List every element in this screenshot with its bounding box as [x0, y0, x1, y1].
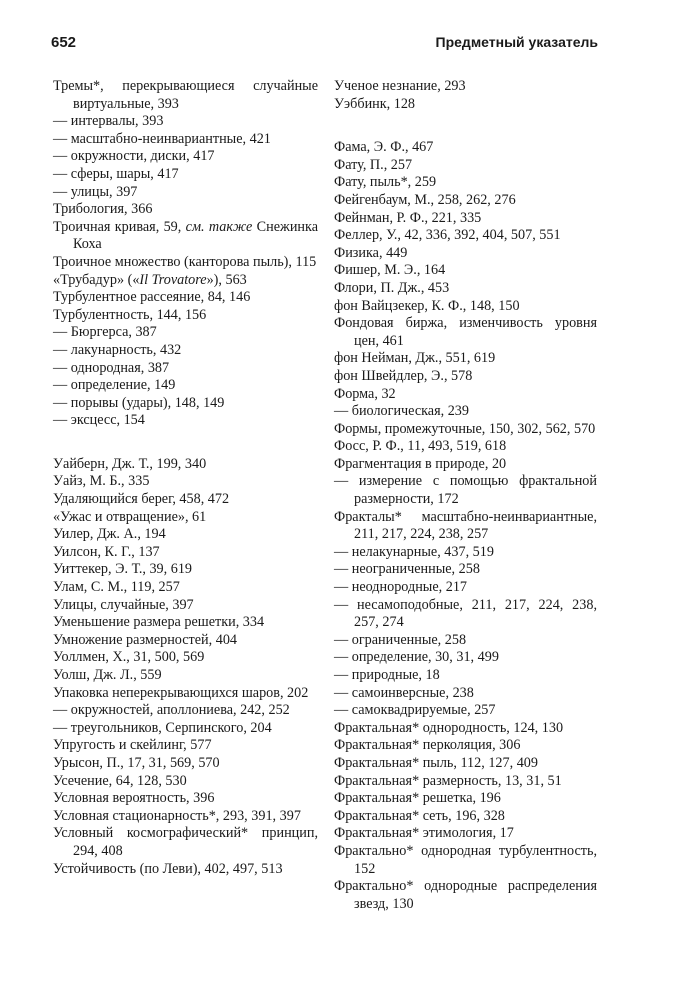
index-entry: Устойчивость (по Леви), 402, 497, 513	[53, 860, 283, 877]
index-entry: Упаковка неперекрывающихся шаров, 202	[53, 684, 309, 701]
page-number: 652	[51, 34, 77, 51]
index-entry: Фату, П., 257	[334, 156, 413, 173]
index-subentry: — неоднородные, 217	[334, 579, 468, 596]
index-entry: Фрактальная* однородность, 124, 130	[334, 719, 564, 736]
letter-group-gap	[334, 113, 597, 139]
index-subentry: — неограниченные, 258	[334, 561, 480, 578]
index-subentry: — нелакунарные, 437, 519	[334, 543, 494, 560]
index-entry: Фама, Э. Ф., 467	[334, 139, 434, 156]
index-subentry: — Бюргерса, 387	[53, 324, 157, 341]
index-entry: фон Нейман, Дж., 551, 619	[334, 350, 496, 367]
index-entry: Фрактальная* сеть, 196, 328	[334, 807, 505, 824]
entry-text: «Трубадур» («	[53, 271, 140, 288]
index-entry: Фишер, М. Э., 164	[334, 262, 446, 279]
index-subentry: — определение, 30, 31, 499	[334, 649, 499, 666]
index-subentry: — однородная, 387	[53, 359, 170, 376]
index-entry: Уайберн, Дж. Т., 199, 340	[53, 455, 207, 472]
index-subentry: — сферы, шары, 417	[53, 165, 179, 182]
index-entry: Условная вероятность, 396	[53, 790, 215, 807]
index-entry: Уэббинк, 128	[334, 95, 416, 112]
index-entry: Формы, промежуточные, 150, 302, 562, 570	[334, 420, 596, 437]
index-entry: Фракталы* масштабно-неинвариантные, 211, 217, 224, 238, 257	[334, 508, 597, 543]
index-entry: Фрактальная* этимология, 17	[334, 825, 514, 842]
index-entry: Турбулентность, 144, 156	[53, 306, 207, 323]
index-column-left	[53, 78, 318, 878]
index-subentry: — окружности, диски, 417	[53, 148, 215, 165]
index-entry: Ученое незнание, 293	[334, 78, 466, 94]
index-entry: Условная стационарность*, 293, 391, 397	[53, 807, 301, 824]
index-entry: Уиттекер, Э. Т., 39, 619	[53, 561, 193, 578]
index-subentry: — интервалы, 393	[53, 113, 164, 130]
index-entry: фон Швейдлер, Э., 578	[334, 367, 473, 384]
index-entry: Уилер, Дж. А., 194	[53, 526, 166, 543]
index-subentry: — эксцесс, 154	[53, 412, 145, 429]
index-entry: Урысон, П., 17, 31, 569, 570	[53, 754, 220, 771]
index-entry: Форма, 32	[334, 385, 396, 402]
index-subentry: — улицы, 397	[53, 183, 138, 200]
index-entry: фон Вайцзекер, К. Ф., 148, 150	[334, 297, 520, 314]
entry-text: Снежинка Коха	[73, 218, 318, 253]
index-subentry: — природные, 18	[334, 667, 440, 683]
entry-text: »), 563	[206, 271, 247, 288]
index-entry	[53, 219, 318, 254]
index-entry: Турбулентное рассеяние, 84, 146	[53, 289, 251, 306]
index-entry: Фейгенбаум, М., 258, 262, 276	[334, 191, 516, 208]
index-entry: Усечение, 64, 128, 530	[53, 772, 187, 789]
italic-title: Il Trovatore	[139, 271, 207, 288]
letter-group-gap	[53, 430, 318, 456]
index-entry: Упругость и скейлинг, 577	[53, 737, 212, 754]
index-entry: Фрактально* однородная турбулентность, 152	[334, 842, 597, 877]
index-entry: Фрактальная* размерность, 13, 31, 51	[334, 772, 562, 789]
page-header	[51, 34, 598, 56]
index-entry: Удаляющийся берег, 458, 472	[53, 491, 230, 508]
index-entry: Фрактальная* решетка, 196	[334, 790, 501, 807]
index-entry: Фрактальная* пыль, 112, 127, 409	[334, 754, 538, 771]
index-entry: «Ужас и отвращение», 61	[53, 508, 207, 525]
index-entry: Фрактальная* перколяция, 306	[334, 737, 521, 754]
index-entry: Уилсон, К. Г., 137	[53, 543, 160, 560]
index-entry: Умножение размерностей, 404	[53, 631, 238, 648]
index-subentry: — несамоподобные, 211, 217, 224, 238, 257, 274	[334, 596, 597, 631]
index-entry: Условный космографический* принцип, 294, 408	[53, 825, 318, 859]
index-subentry: — измерение с помощью фрактальной размерности, 172	[334, 473, 597, 508]
index-subentry: — биологическая, 239	[334, 403, 469, 420]
index-entry: Фрактально* однородные распределения звезд, 130	[334, 878, 597, 912]
index-entry: Фрагментация в природе, 20	[334, 455, 507, 472]
index-entry: Уолш, Дж. Л., 559	[53, 667, 162, 683]
index-entry	[53, 272, 318, 290]
index-subentry: — лакунарность, 432	[53, 341, 182, 358]
index-subentry: — треугольников, Серпинского, 204	[53, 719, 272, 736]
index-entry: Фату, пыль*, 259	[334, 174, 437, 191]
index-entry: Феллер, У., 42, 336, 392, 404, 507, 551	[334, 227, 561, 244]
index-entry: Фейнман, Р. Ф., 221, 335	[334, 209, 482, 226]
index-subentry: — масштабно-неинвариантные, 421	[53, 130, 271, 147]
index-subentry: — порывы (удары), 148, 149	[53, 394, 225, 411]
index-entry: Улицы, случайные, 397	[53, 596, 194, 613]
see-also-text: см. также	[185, 218, 253, 235]
index-entry: Флори, П. Дж., 453	[334, 279, 450, 296]
index-entry: Уайз, М. Б., 335	[53, 473, 150, 490]
index-entry: Фосс, Р. Ф., 11, 493, 519, 618	[334, 438, 507, 455]
index-entry: Физика, 449	[334, 244, 408, 261]
index-entry: Уоллмен, Х., 31, 500, 569	[53, 649, 205, 666]
index-entry: Фондовая биржа, изменчивость уровня цен, 461	[334, 315, 597, 349]
entry-text: Троичная кривая, 59,	[53, 218, 186, 235]
index-entry: Трибология, 366	[53, 201, 153, 218]
index-subentry: — ограниченные, 258	[334, 631, 467, 648]
index-column-right	[334, 78, 597, 913]
index-subentry: — окружностей, аполлониева, 242, 252	[53, 702, 290, 719]
index-entry: Улам, С. М., 119, 257	[53, 579, 180, 596]
running-title: Предметный указатель	[435, 34, 598, 50]
index-entry: Троичное множество (канторова пыль), 115	[53, 253, 317, 270]
index-entry: Уменьшение размера решетки, 334	[53, 614, 265, 631]
index-subentry: — самоинверсные, 238	[334, 684, 474, 701]
index-subentry: — самоквадрируемые, 257	[334, 702, 496, 719]
index-entry: Тремы*, перекрывающиеся случайные виртуальные, 393	[53, 78, 318, 112]
index-subentry: — определение, 149	[53, 377, 176, 394]
